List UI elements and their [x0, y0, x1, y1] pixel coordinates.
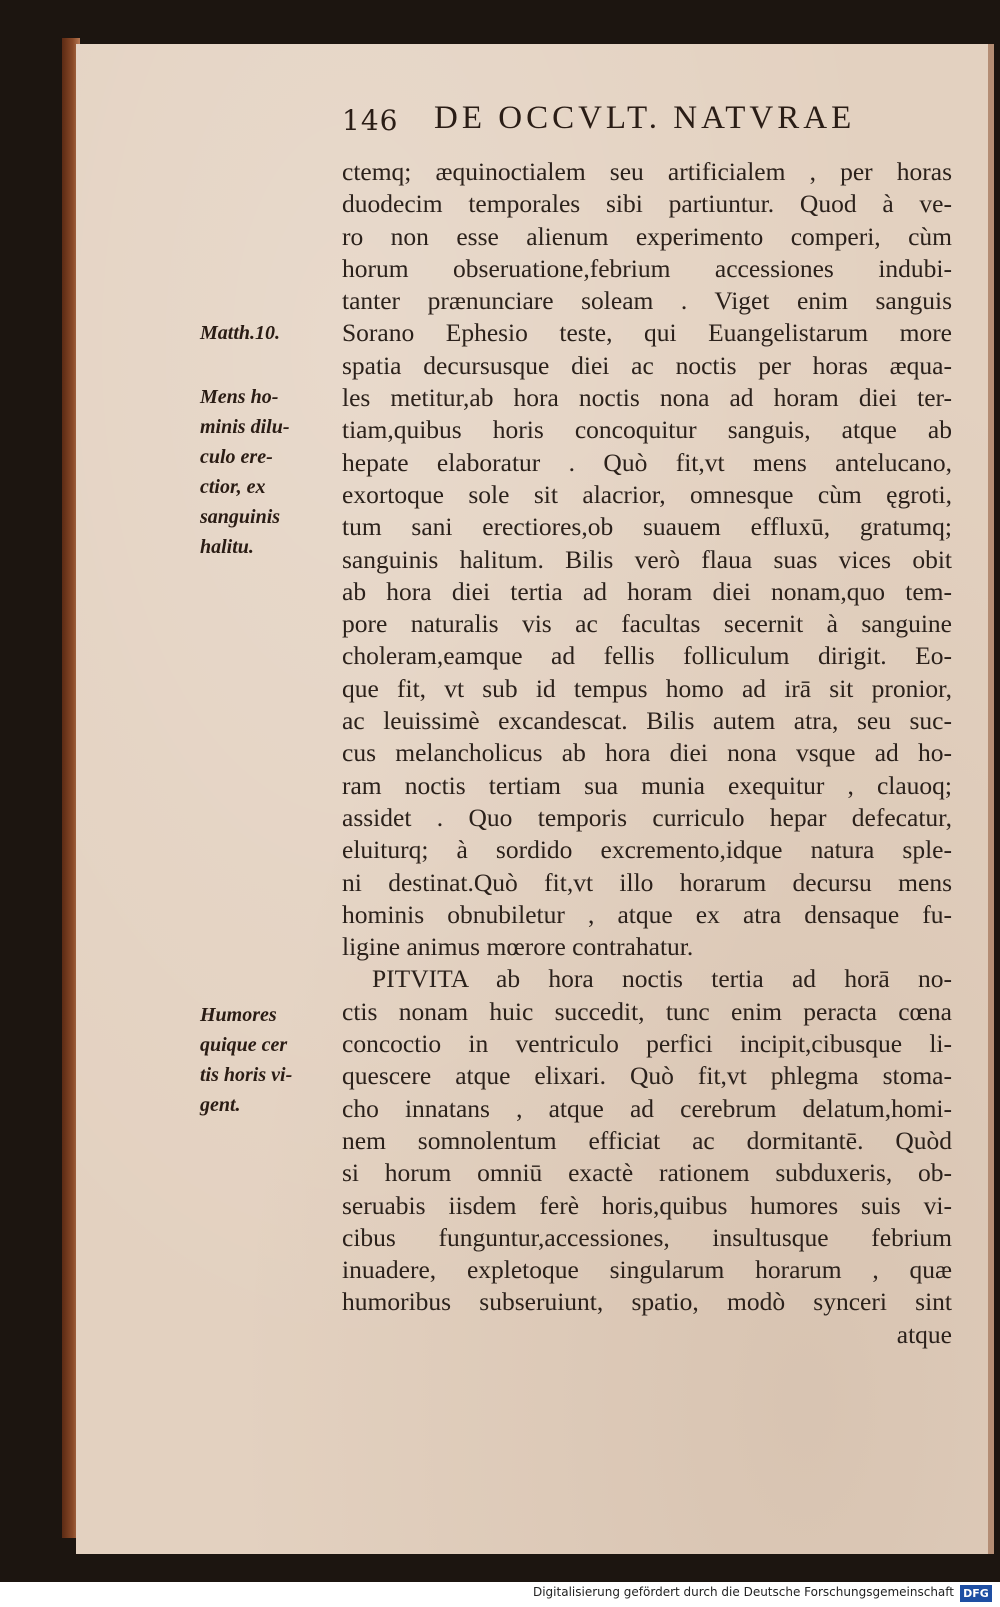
digitization-footer [0, 1582, 1000, 1607]
text-line: inuadere, expletoque singularum horarum , quæ [342, 1255, 952, 1285]
text-line: ligine animus mœrore contrahatur. [342, 932, 694, 962]
text-line: ctis nonam huic succedit, tunc enim peracta cœna [342, 996, 952, 1026]
text-line: PITVITA ab hora noctis tertia ad horā no- [372, 964, 952, 994]
margin-note-mens-hominis [200, 382, 335, 562]
margin-note-line: quique cer [200, 1034, 288, 1056]
margin-note-line: Mens ho- [200, 386, 279, 408]
funding-credit: Digitalisierung gefördert durch die Deutsche Forschungsgemeinschaft [532, 1585, 954, 1599]
text-line: humoribus subseruiunt, spatio, modò synceri sint [342, 1287, 952, 1317]
margin-note-line: tis horis vi- [200, 1064, 293, 1086]
text-line: ctemq; æquinoctialem seu artificialem , per horas [342, 157, 952, 186]
body-text [342, 156, 952, 1351]
text-line: cus melancholicus ab hora diei nona vsque ad ho- [342, 738, 952, 768]
text-line: pore naturalis vis ac facultas secernit à sanguine [342, 609, 952, 639]
text-line: eluiturq; à sordido excremento,idque natura sple- [342, 835, 952, 865]
text-line: sanguinis halitum. Bilis verò flaua suas vices obit [342, 544, 952, 574]
text-line: spatia decursusque diei ac noctis per horas æqua- [342, 350, 952, 380]
text-line: si horum omniū exactè rationem subduxeris, ob- [342, 1158, 952, 1188]
text-line: quescere atque elixari. Quò fit,vt phlegma stoma- [342, 1061, 952, 1091]
text-line: ac leuissimè excandescat. Bilis autem atra, seu suc- [342, 706, 952, 736]
margin-note-line: sanguinis [200, 506, 281, 528]
text-line: concoctio in ventriculo perfici incipit,cibusque li- [342, 1029, 952, 1059]
text-line: ro non esse alienum experimento comperi, cùm [342, 221, 952, 251]
text-line: hepate elaboratur . Quò fit,vt mens antelucano, [342, 447, 952, 477]
text-line: choleram,eamque ad fellis folliculum dirigit. Eo- [342, 641, 952, 671]
margin-note-humores [200, 1000, 335, 1120]
text-line: tum sani erectiores,ob suauem effluxū, gratumq; [342, 512, 952, 542]
text-line: ab hora diei tertia ad horam diei nonam,quo tem- [342, 576, 952, 606]
text-line: hominis obnubiletur , atque ex atra densaque fu- [342, 899, 952, 929]
margin-note-line: gent. [200, 1094, 241, 1116]
page-header [342, 100, 902, 148]
dfg-logo: DFG [960, 1585, 992, 1602]
text-line: assidet . Quo temporis curriculo hepar defecatur, [342, 802, 952, 832]
page-number: 146 [342, 104, 399, 137]
text-line: les metitur,ab hora noctis nona ad horam diei ter- [342, 383, 952, 413]
text-line: cho innatans , atque ad cerebrum delatum,homi- [342, 1093, 952, 1123]
margin-note-line: minis dilu- [200, 416, 290, 438]
text-line: ni destinat.Quò fit,vt illo horarum decursu mens [342, 867, 952, 897]
text-line: seruabis iisdem ferè horis,quibus humores suis vi- [342, 1190, 952, 1220]
text-line: tanter prænunciare soleam . Viget enim sanguis [342, 286, 952, 316]
text-line: cibus funguntur,accessiones, insultusque febrium [342, 1222, 952, 1252]
catchword: atque [896, 1319, 952, 1349]
text-line: exortoque sole sit alacrior, omnesque cùm ęgroti, [342, 479, 952, 509]
margin-note-line: Matth.10. [200, 322, 281, 344]
margin-note-line: Humores [200, 1004, 277, 1026]
text-line: que fit, vt sub id tempus homo ad irā sit pronior, [342, 673, 952, 703]
text-line: Sorano Ephesio teste, qui Euangelistarum more [342, 318, 952, 348]
margin-note-matthew [200, 318, 335, 348]
text-line: duodecim temporales sibi partiuntur. Quod à ve- [342, 189, 952, 219]
text-line: horum obseruatione,febrium accessiones indubi- [342, 253, 952, 283]
margin-note-line: ctior, ex [200, 476, 266, 498]
margin-note-line: culo ere- [200, 446, 273, 468]
text-line: tiam,quibus horis concoquitur sanguis, atque ab [342, 415, 952, 445]
margin-note-line: halitu. [200, 536, 254, 558]
running-title: DE OCCVLT. NATVRAE [434, 100, 856, 136]
text-line: ram noctis tertiam sua munia exequitur , clauoq; [342, 770, 952, 800]
text-line: nem somnolentum efficiat ac dormitantē. Quòd [342, 1125, 952, 1155]
